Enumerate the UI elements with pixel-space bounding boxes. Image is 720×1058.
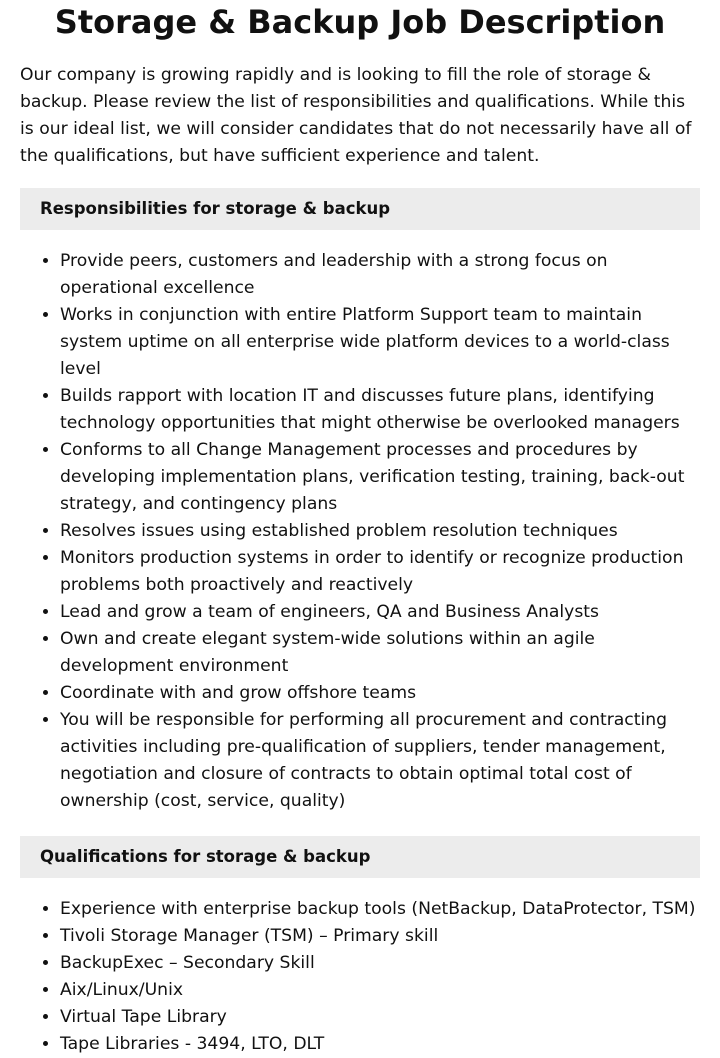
list-item: • BackupExec – Secondary Skill (60, 950, 700, 977)
responsibilities-heading: Responsibilities for storage & backup (20, 188, 700, 230)
list-item: • Works in conjunction with entire Platform Support team to maintain system uptime on all enterprise wide platform devices to a world-class level (60, 302, 700, 383)
list-item: • Conforms to all Change Management processes and procedures by developing implementation plans, verification testing, training, back-out strategy, and contingency plans (60, 437, 700, 518)
list-item: • You will be responsible for performing all procurement and contracting activities including pre-qualification of suppliers, tender management, negotiation and closure of contracts to obtain optimal total cost of ownership (cost, service, quality) (60, 707, 700, 815)
list-item: • Tivoli Storage Manager (TSM) – Primary skill (60, 923, 700, 950)
list-item: • Monitors production systems in order to identify or recognize production problems both proactively and reactively (60, 545, 700, 599)
list-item: • Coordinate with and grow offshore teams (60, 680, 700, 707)
list-item: • Virtual Tape Library (60, 1004, 700, 1031)
responsibilities-list (20, 248, 700, 815)
page-title: Storage & Backup Job Description (54, 3, 666, 41)
list-item: • Own and create elegant system-wide solutions within an agile development environment (60, 626, 700, 680)
list-item: • Builds rapport with location IT and discusses future plans, identifying technology opportunities that might otherwise be overlooked managers (60, 383, 700, 437)
list-item: • Tape Libraries - 3494, LTO, DLT (60, 1031, 700, 1058)
list-item: • Aix/Linux/Unix (60, 977, 700, 1004)
list-item: • Lead and grow a team of engineers, QA and Business Analysts (60, 599, 700, 626)
list-item: • Resolves issues using established problem resolution techniques (60, 518, 700, 545)
qualifications-list (20, 896, 700, 1058)
qualifications-heading: Qualifications for storage & backup (20, 836, 700, 878)
list-item: • Experience with enterprise backup tools (NetBackup, DataProtector, TSM) (60, 896, 700, 923)
list-item: • Provide peers, customers and leadership with a strong focus on operational excellence (60, 248, 700, 302)
intro-paragraph: Our company is growing rapidly and is looking to fill the role of storage & backup. Please review the list of responsibilities and qualifications. While this is our ideal list, we will consider candidates that do not necessarily have all of the qualifications, but have sufficient experience and talent. (20, 65, 692, 166)
